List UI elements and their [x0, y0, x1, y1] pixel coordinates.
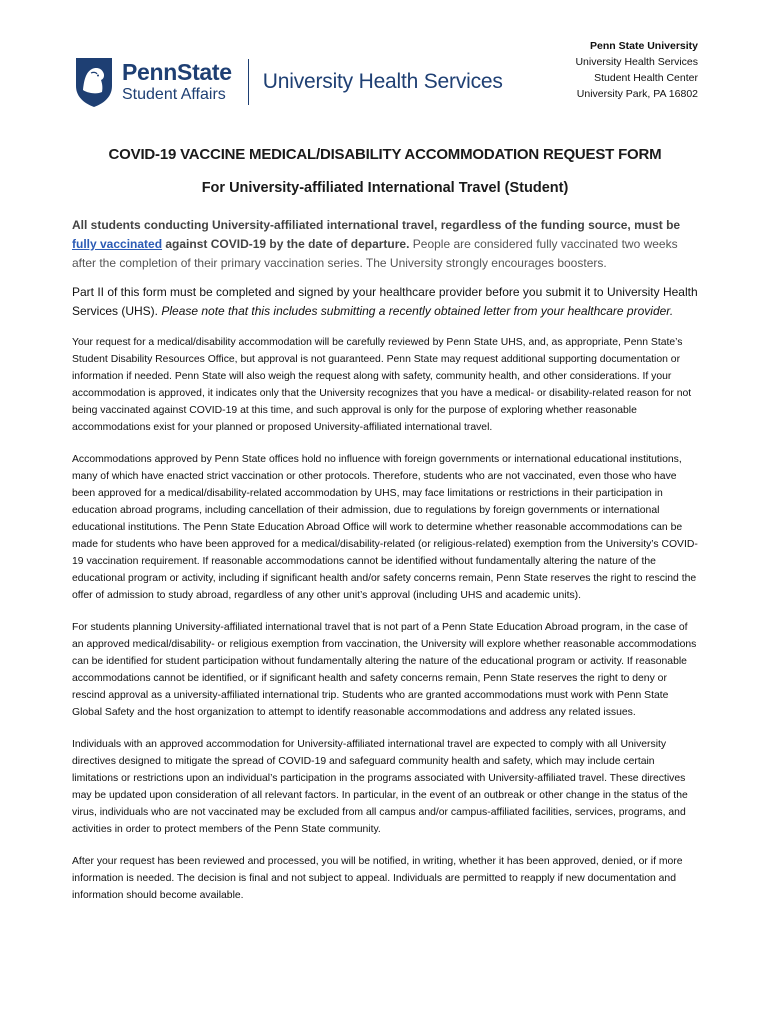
requirement-bold-end: against COVID-19 by the date of departure.: [162, 237, 410, 251]
body-paragraph: Your request for a medical/disability accommodation will be carefully reviewed by Penn State UHS, and, as appropriate, Penn State’s Student Disability Resources Office, but approval is not guaranteed. Penn State may request additional supporting documentation or information if needed. Penn State will also weigh the request along with safety, community health, and other considerations. If your accommodation is approved, it indicates only that the University recognizes that you have a medical- or disability-related reason for not being vaccinated against COVID-19 at this time, and such approval is only for the purpose of exploring whether reasonable accommodations exist for your planned or proposed University-affiliated international travel.: [72, 337, 692, 433]
brand-name: PennState: [122, 59, 232, 85]
address-line: Student Health Center: [594, 72, 698, 84]
letterhead: [0, 0, 770, 120]
body-paragraph: After your request has been reviewed and processed, you will be notified, in writing, whether it has been approved, denied, or if more information is needed. The decision is final and not subject to appeal. Individuals are permitted to reapply if new documentation and information should become available.: [72, 856, 683, 901]
nittany-lion-shield-icon: [74, 56, 114, 108]
logo-divider: [248, 59, 249, 105]
body-paragraph: For students planning University-affiliated international travel that is not part of a Penn State Education Abroad program, in the case of an approved medical/disability- or religious exemption from vaccination, the University will explore whether reasonable accommodations can be identified for student participation without fundamentally altering the nature of the educational program or activity. If reasonable accommodations cannot be identified, or if significant health and safety concerns remain, Penn State reserves the right to deny or rescind approval as a university-affiliated international trip. Students who are granted accommodations must work with Penn State Global Safety and the host organization to attempt to identify reasonable accommodations and address any related issues.: [72, 622, 697, 718]
unit-name: University Health Services: [262, 70, 503, 93]
body-paragraph: Individuals with an approved accommodation for University-affiliated international travel are expected to comply with all University directives designed to mitigate the spread of COVID-19 and safeguard community health and safety, which may include certain limitations or restrictions upon an individual’s participation in the programs associated with University-affiliated travel. These directives may be updated upon consideration of all relevant factors. In particular, in the event of an outbreak or other change in the status of the virus, individuals who are not vaccinated may be excluded from all campus and/or campus-affiliated facilities, services, programs, and activities in order to protect members of the Penn State community.: [72, 739, 688, 835]
requirement-bold-start: All students conducting University-affiliated international travel, regardless of the funding source, must be: [72, 218, 681, 232]
form-subtitle: For University-affiliated International Travel (Student): [201, 180, 569, 196]
form-title: COVID-19 VACCINE MEDICAL/DISABILITY ACCOMMODATION REQUEST FORM: [108, 146, 662, 163]
address-line: Penn State University: [590, 40, 698, 52]
form-body: [72, 216, 698, 919]
vaccination-requirement-notice: [72, 216, 698, 273]
brand-text: [122, 61, 232, 103]
requirement-rest: People are considered fully vaccinated two weeks after the completion of their primary vaccination series. The University strongly encourages boosters.: [72, 237, 678, 270]
brand-division: Student Affairs: [122, 86, 226, 103]
address-line: University Park, PA 16802: [576, 88, 698, 100]
penn-state-logo: [74, 56, 503, 108]
body-paragraph: Accommodations approved by Penn State offices hold no influence with foreign governments or international educational institutions, many of which have enacted strict vaccination or other protocols. Therefore, students who are not vaccinated, even those who have been approved for a medical/disability-related accommodation by UHS, may face limitations or restrictions in their participation in education abroad programs, including cancellation of their admission, due to regulations by foreign governments or international educational institutions. The Penn State Education Abroad Office will work to determine whether reasonable accommodations can be made for students who have been approved for a medical/disability-related (or religious-related) exemption from the University’s COVID-19 vaccination requirement. If reasonable accommodations cannot be identified without fundamentally altering the nature of the educational program or activity, including if significant health and/or safety concerns remain, Penn State reserves the right to rescind the offer of admission to study abroad, regardless of any other unit’s approval (including UHS and academic units).: [72, 454, 698, 601]
part-two-text: Part II of this form must be completed and signed by your healthcare provider before you submit it to University Health Services (UHS).: [72, 285, 698, 318]
address-line: University Health Services: [575, 56, 698, 68]
part-two-instructions: [72, 283, 698, 321]
fully-vaccinated-link[interactable]: fully vaccinated: [72, 237, 163, 251]
part-two-note: Please note that this includes submitting a recently obtained letter from your healthcare provider.: [161, 304, 674, 318]
address-block: [575, 38, 698, 102]
